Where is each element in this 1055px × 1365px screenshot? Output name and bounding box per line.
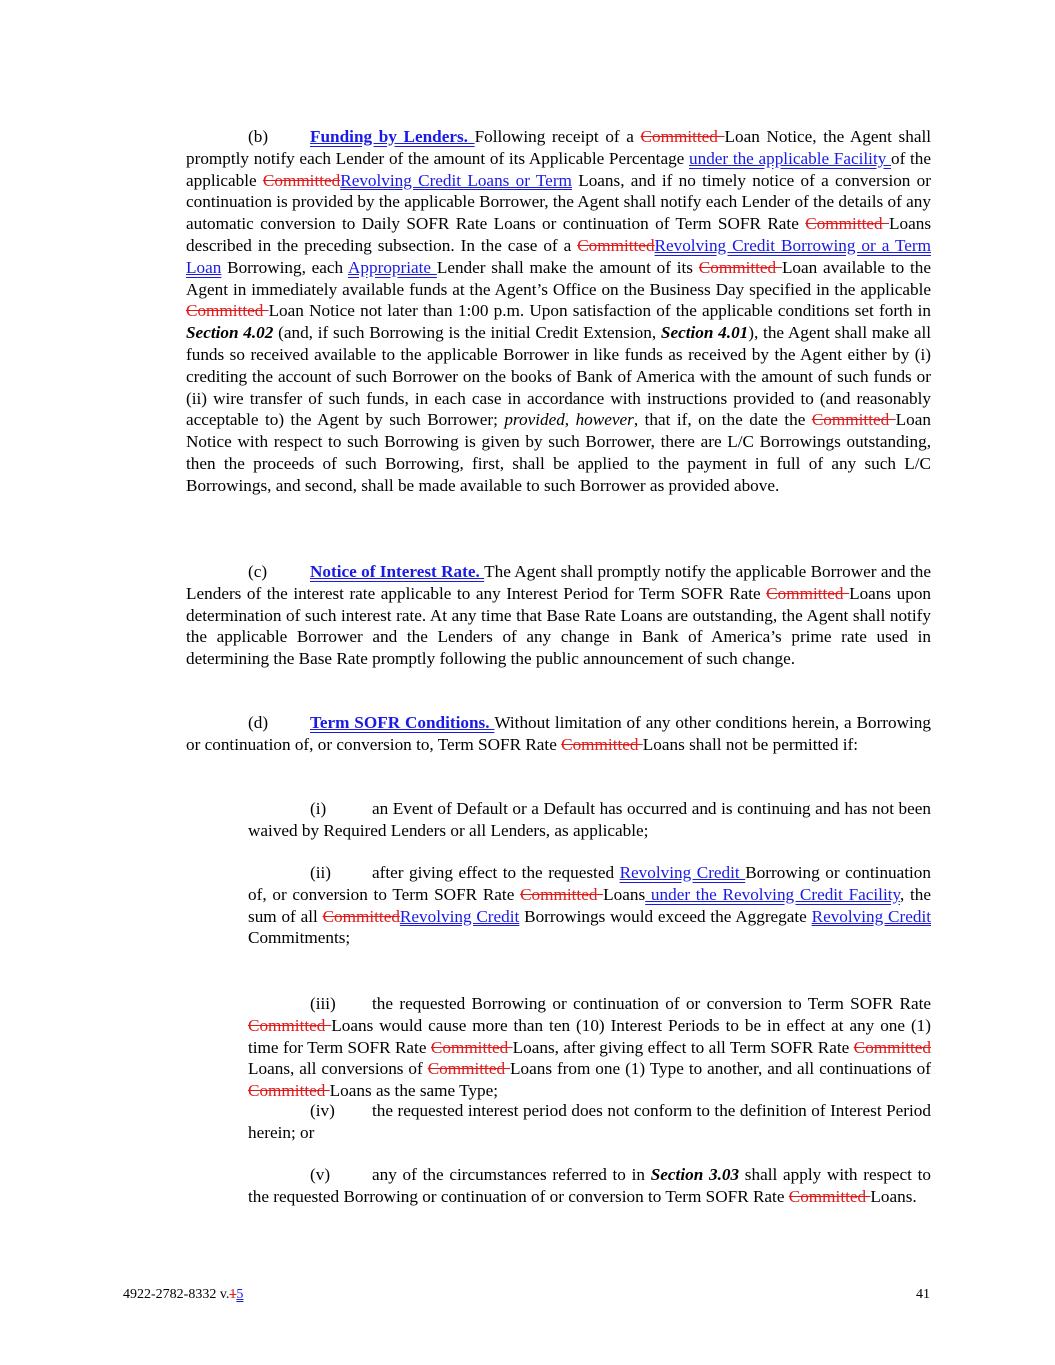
body-text: Commitments; (248, 928, 351, 948)
body-text: Loans (603, 884, 646, 904)
body-text: Without limitation of any other conditions herein, a Borrowing or continuation of, or conversion to, Term SOFR Rate (186, 713, 931, 754)
body-text: The Agent shall promptly notify the applicable Borrower and the Lenders of the interest rate applicable to any Interest Period for Term SOFR Rate (186, 562, 931, 603)
section-reference: Section 3.03 (650, 1165, 740, 1184)
paragraph-label: (c) (248, 562, 268, 581)
body-text: Loans shall not be permitted if: (642, 734, 859, 754)
body-text: , the sum of all (248, 884, 931, 926)
body-text: an Event of Default or a Default has occurred and is continuing and has not been waived by Required Lenders or all Lenders, as applicable; (248, 799, 931, 840)
body-text: shall apply with respect to the requested Borrowing or continuation of or conversion to Term SOFR Rate (248, 1165, 931, 1206)
body-text: the requested interest period does not conform to the definition of Interest Period herein; or (248, 1101, 931, 1142)
inserted-text: Appropriate (348, 257, 437, 277)
deleted-text: Committed (520, 884, 604, 904)
document-id-footer (123, 1284, 243, 1306)
deleted-text: Committed (248, 1081, 330, 1101)
section-reference: Section 4.01 (660, 323, 749, 343)
body-text: Loan Notice, the Agent shall promptly notify each Lender of the amount of its Applicable Percentage (186, 127, 932, 168)
body-text: Loans described in the preceding subsection. In the case of a (186, 214, 932, 255)
body-text: ), the Agent shall make all funds so received available to the applicable Borrower in like funds as received by the Agent either by (i) crediting the account of such Borrower on the books of Bank of America with the amount of such funds or (ii) wire transfer of such funds, in each case in accordance with instructions provided to (and reasonably acceptable to) the Agent by such Borrower; (186, 323, 932, 430)
paragraph-c (186, 561, 931, 670)
item-label: (iv) (310, 1101, 335, 1120)
paragraph-d (186, 712, 931, 756)
body-text: , (564, 410, 576, 430)
body-text: Borrowing, each (221, 257, 348, 277)
body-text: Loans upon determination of such interest rate. At any time that Base Rate Loans are outstanding, the Agent shall notify the applicable Borrower and the Lenders of any change in Bank of America’s prime rate used in determining the Base Rate promptly following the public announcement of such change. (186, 583, 932, 669)
deleted-text: Committed (805, 214, 889, 234)
body-text: Loan Notice not later than 1:00 p.m. Upon satisfaction of the applicable conditions set forth in (268, 301, 932, 321)
list-item-ii (248, 862, 931, 949)
section-reference: Section 4.02 (186, 323, 274, 343)
deleted-text: Committed (640, 127, 725, 146)
inserted-text: Revolving Credit (399, 906, 520, 926)
body-text: Loans, after giving effect to all Term SOFR Rate (512, 1037, 854, 1057)
deleted-text: Committed (853, 1037, 932, 1057)
inserted-text: under the Revolving Credit Facility (645, 884, 900, 904)
body-text: Lender shall make the amount of its (436, 257, 699, 277)
inserted-text: Revolving Credit (619, 863, 746, 882)
body-text: Loans from one (1) Type to another, and all continuations of (510, 1059, 931, 1079)
deleted-text: Committed (788, 1186, 871, 1206)
body-text: Loan Notice with respect to such Borrowing is given by such Borrower, there are L/C Borrowings outstanding, then the proceeds of such Borrowing, first, shall be applied to the payment in full of any such L/C Borrowings, and second, shall be made available to such Borrower as provided above. (186, 410, 931, 495)
deleted-text: Committed (811, 410, 896, 430)
inserted-version: 5 (236, 1287, 244, 1302)
deleted-text: Committed (766, 583, 850, 603)
item-label: (i) (310, 799, 327, 818)
body-text: (and, if such Borrowing is the initial Credit Extension, (273, 323, 661, 343)
item-label: (iii) (310, 994, 336, 1013)
list-item-i (248, 798, 931, 842)
deleted-text: Committed (248, 1015, 332, 1035)
body-text: Loans would cause more than ten (10) Interest Periods to be in effect at any one (1) time for Term SOFR Rate (248, 1015, 931, 1057)
body-text: Loans. (870, 1186, 917, 1206)
deleted-version: 1 (229, 1287, 237, 1302)
deleted-text: Committed (430, 1037, 513, 1057)
list-item-iv (248, 1100, 931, 1144)
body-text: Loans, and if no timely notice of a conversion or continuation is provided by the applicable Borrower, the Agent shall notify each Lender of the details of any automatic conversion to Daily SOFR Rate Loans or continuation of Term SOFR Rate (186, 170, 931, 234)
inserted-text: under the applicable Facility (689, 148, 891, 168)
inserted-text: Revolving Credit Loans or Term (340, 170, 572, 190)
deleted-text: Committed (322, 906, 400, 926)
italic-text: however (575, 410, 634, 430)
list-item-v (248, 1164, 931, 1208)
paragraph-b (186, 126, 931, 497)
document-id: 4922-2782-8332 v. (123, 1287, 230, 1302)
body-text: , that if, on the date the (633, 410, 812, 430)
deleted-text: Committed (561, 734, 643, 754)
section-heading: Funding by Lenders. (310, 127, 475, 146)
deleted-text: Committed (698, 257, 782, 277)
body-text: Loans, all conversions of (248, 1059, 428, 1079)
page-number: 41 (916, 1287, 930, 1302)
item-label: (ii) (310, 863, 331, 882)
paragraph-label: (b) (248, 127, 269, 146)
body-text: Loans as the same Type; (329, 1081, 499, 1101)
item-label: (v) (310, 1165, 331, 1184)
body-text: of the applicable (186, 148, 931, 190)
deleted-text: Committed (427, 1059, 510, 1079)
body-text: Following receipt of a (474, 127, 641, 146)
list-item-iii (248, 993, 931, 1102)
deleted-text: Committed (186, 301, 269, 321)
inserted-text: Revolving Credit (811, 906, 932, 926)
deleted-text: Committed (577, 235, 655, 255)
body-text: Loan available to the Agent in immediately available funds at the Agent’s Office on the Business Day specified in the applicable (186, 257, 932, 299)
body-text: Borrowings would exceed the Aggregate (519, 906, 812, 926)
italic-text: provided (504, 410, 565, 430)
body-text: the requested Borrowing or continuation of or conversion to Term SOFR Rate (372, 994, 931, 1013)
body-text: any of the circumstances referred to in (372, 1165, 651, 1184)
paragraph-label: (d) (248, 713, 269, 732)
deleted-text: Committed (262, 170, 341, 190)
inserted-text: Revolving Credit Borrowing or a Term Loan (186, 235, 931, 277)
body-text: Borrowing or continuation of, or conversion to Term SOFR Rate (248, 863, 931, 904)
section-heading: Term SOFR Conditions. (310, 713, 495, 732)
section-heading: Notice of Interest Rate. (310, 562, 485, 581)
body-text: after giving effect to the requested (372, 863, 620, 882)
